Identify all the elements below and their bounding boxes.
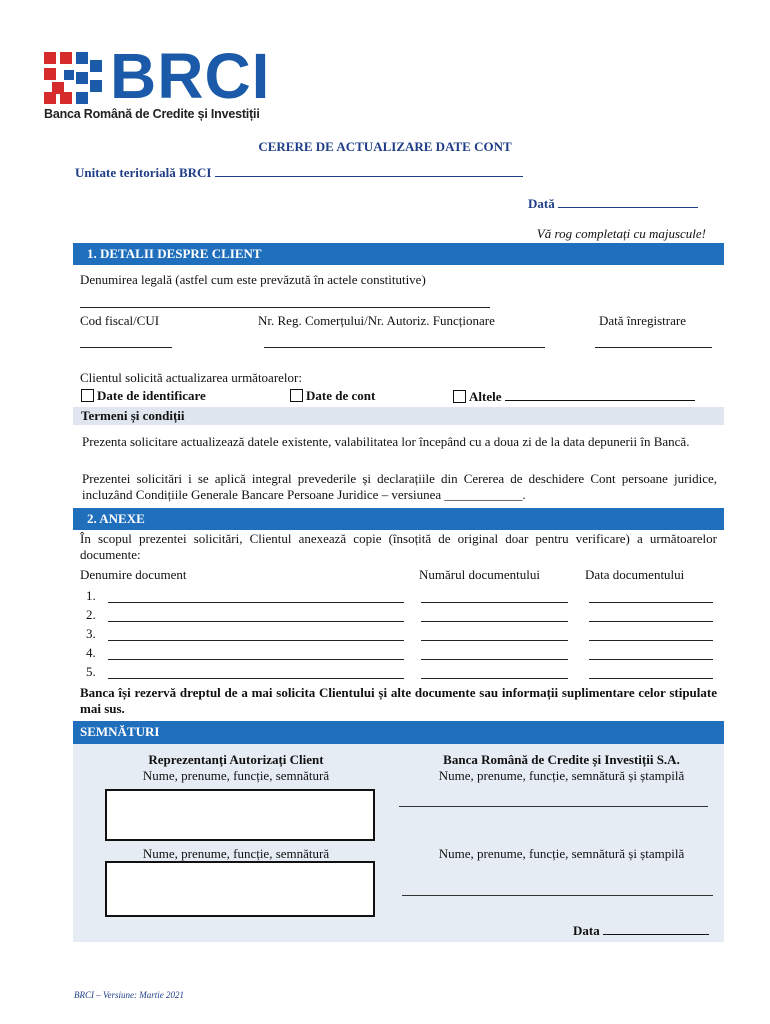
date-field[interactable] bbox=[528, 195, 698, 212]
col-document-name: Denumire document bbox=[80, 567, 187, 582]
bank-title: Banca Română de Credite și Investiții S.A. bbox=[443, 752, 680, 767]
signature-date-line[interactable] bbox=[603, 922, 709, 935]
doc-number-input-3[interactable] bbox=[421, 640, 568, 641]
brci-logo-icon bbox=[44, 52, 102, 104]
bank-disclaimer: Banca își rezervă dreptul de a mai solicita Clientului și alte documente sau informații suplimentare celor stipulate mai sus. bbox=[80, 685, 717, 716]
signatures-header: SEMNĂTURI bbox=[73, 721, 724, 744]
client-reps-sub-1: Nume, prenume, funcție, semnătură bbox=[142, 768, 330, 783]
terms-header: Termeni și condiții bbox=[73, 407, 724, 425]
unit-field[interactable] bbox=[75, 164, 523, 181]
other-input-line[interactable] bbox=[505, 388, 695, 401]
doc-name-input-1[interactable] bbox=[108, 602, 404, 603]
date-input-line[interactable] bbox=[558, 195, 698, 208]
cod-fiscal-input[interactable] bbox=[80, 347, 172, 348]
bank-sub-1: Nume, prenume, funcție, semnătură și ștampilă bbox=[438, 768, 685, 783]
page-title: CERERE DE ACTUALIZARE DATE CONT bbox=[258, 139, 512, 154]
doc-date-input-1[interactable] bbox=[589, 602, 713, 603]
doc-date-input-2[interactable] bbox=[589, 621, 713, 622]
data-inreg-label: Dată înregistrare bbox=[599, 313, 686, 328]
section1-header: 1. DETALII DESPRE CLIENT bbox=[73, 243, 724, 265]
list-item: 4. bbox=[86, 645, 96, 660]
checkbox-identification[interactable] bbox=[81, 389, 94, 402]
cod-fiscal-label: Cod fiscal/CUI bbox=[80, 313, 160, 328]
data-inreg-input[interactable] bbox=[595, 347, 712, 348]
unit-input-line[interactable] bbox=[215, 164, 523, 177]
date-label: Dată bbox=[528, 196, 555, 211]
legal-name-input[interactable] bbox=[80, 307, 490, 308]
client-signature-box-2[interactable] bbox=[105, 861, 375, 917]
doc-name-input-5[interactable] bbox=[108, 678, 404, 679]
client-reps-sub-2: Nume, prenume, funcție, semnătură bbox=[142, 846, 330, 861]
option-other[interactable]: Altele bbox=[453, 388, 695, 405]
terms-paragraph-2: Prezentei solicitări i se aplică integral prevederile și declarațiile din Cererea de deschidere Cont persoane juridice, incluzând Condițiile Generale Bancare Persoane Juridice – versiunea ____________. bbox=[82, 471, 717, 502]
bank-signature-line-1[interactable] bbox=[399, 806, 708, 807]
section2-header: 2. ANEXE bbox=[73, 508, 724, 530]
logo-subtitle: Banca Română de Credite și Investiții bbox=[44, 107, 260, 121]
doc-name-input-3[interactable] bbox=[108, 640, 404, 641]
client-reps-title: Reprezentanți Autorizați Client bbox=[148, 752, 324, 767]
signature-date-field[interactable]: Data bbox=[573, 922, 709, 939]
list-item: 2. bbox=[86, 607, 96, 622]
annex-intro: În scopul prezentei solicitări, Clientul anexează copie (însoțită de original doar pentru verificare) a următoarelor documente: bbox=[80, 531, 717, 562]
option-account[interactable]: Date de cont bbox=[290, 388, 375, 404]
col-document-date: Data documentului bbox=[585, 567, 685, 582]
unit-label: Unitate teritorială BRCI bbox=[75, 165, 212, 180]
doc-date-input-3[interactable] bbox=[589, 640, 713, 641]
nr-reg-label: Nr. Reg. Comerțului/Nr. Autoriz. Funcționare bbox=[258, 313, 495, 328]
doc-date-input-5[interactable] bbox=[589, 678, 713, 679]
legal-name-label: Denumirea legală (astfel cum este prevăzută în actele constitutive) bbox=[80, 272, 426, 287]
checkbox-account[interactable] bbox=[290, 389, 303, 402]
doc-number-input-4[interactable] bbox=[421, 659, 568, 660]
list-item: 5. bbox=[86, 664, 96, 679]
doc-number-input-2[interactable] bbox=[421, 621, 568, 622]
uppercase-note: Vă rog completați cu majuscule! bbox=[536, 226, 706, 241]
checkbox-other[interactable] bbox=[453, 390, 466, 403]
terms-paragraph-1: Prezenta solicitare actualizează datele existente, valabilitatea lor începând cu a doua zi de la data depunerii în Bancă. bbox=[82, 434, 690, 449]
doc-number-input-1[interactable] bbox=[421, 602, 568, 603]
list-item: 3. bbox=[86, 626, 96, 641]
col-document-number: Numărul documentului bbox=[419, 567, 540, 582]
bank-signature-line-2[interactable] bbox=[402, 895, 713, 896]
update-request-label: Clientul solicită actualizarea următoarelor: bbox=[80, 370, 302, 385]
doc-name-input-2[interactable] bbox=[108, 621, 404, 622]
logo-wordmark: BRCI bbox=[110, 40, 271, 112]
doc-number-input-5[interactable] bbox=[421, 678, 568, 679]
client-signature-box-1[interactable] bbox=[105, 789, 375, 841]
doc-name-input-4[interactable] bbox=[108, 659, 404, 660]
bank-sub-2: Nume, prenume, funcție, semnătură și ștampilă bbox=[438, 846, 685, 861]
list-item: 1. bbox=[86, 588, 96, 603]
nr-reg-input[interactable] bbox=[264, 347, 545, 348]
footer-version: BRCI – Versiune: Martie 2021 bbox=[74, 990, 184, 1000]
doc-date-input-4[interactable] bbox=[589, 659, 713, 660]
signatures-panel bbox=[73, 744, 724, 942]
option-identification[interactable]: Date de identificare bbox=[81, 388, 206, 404]
